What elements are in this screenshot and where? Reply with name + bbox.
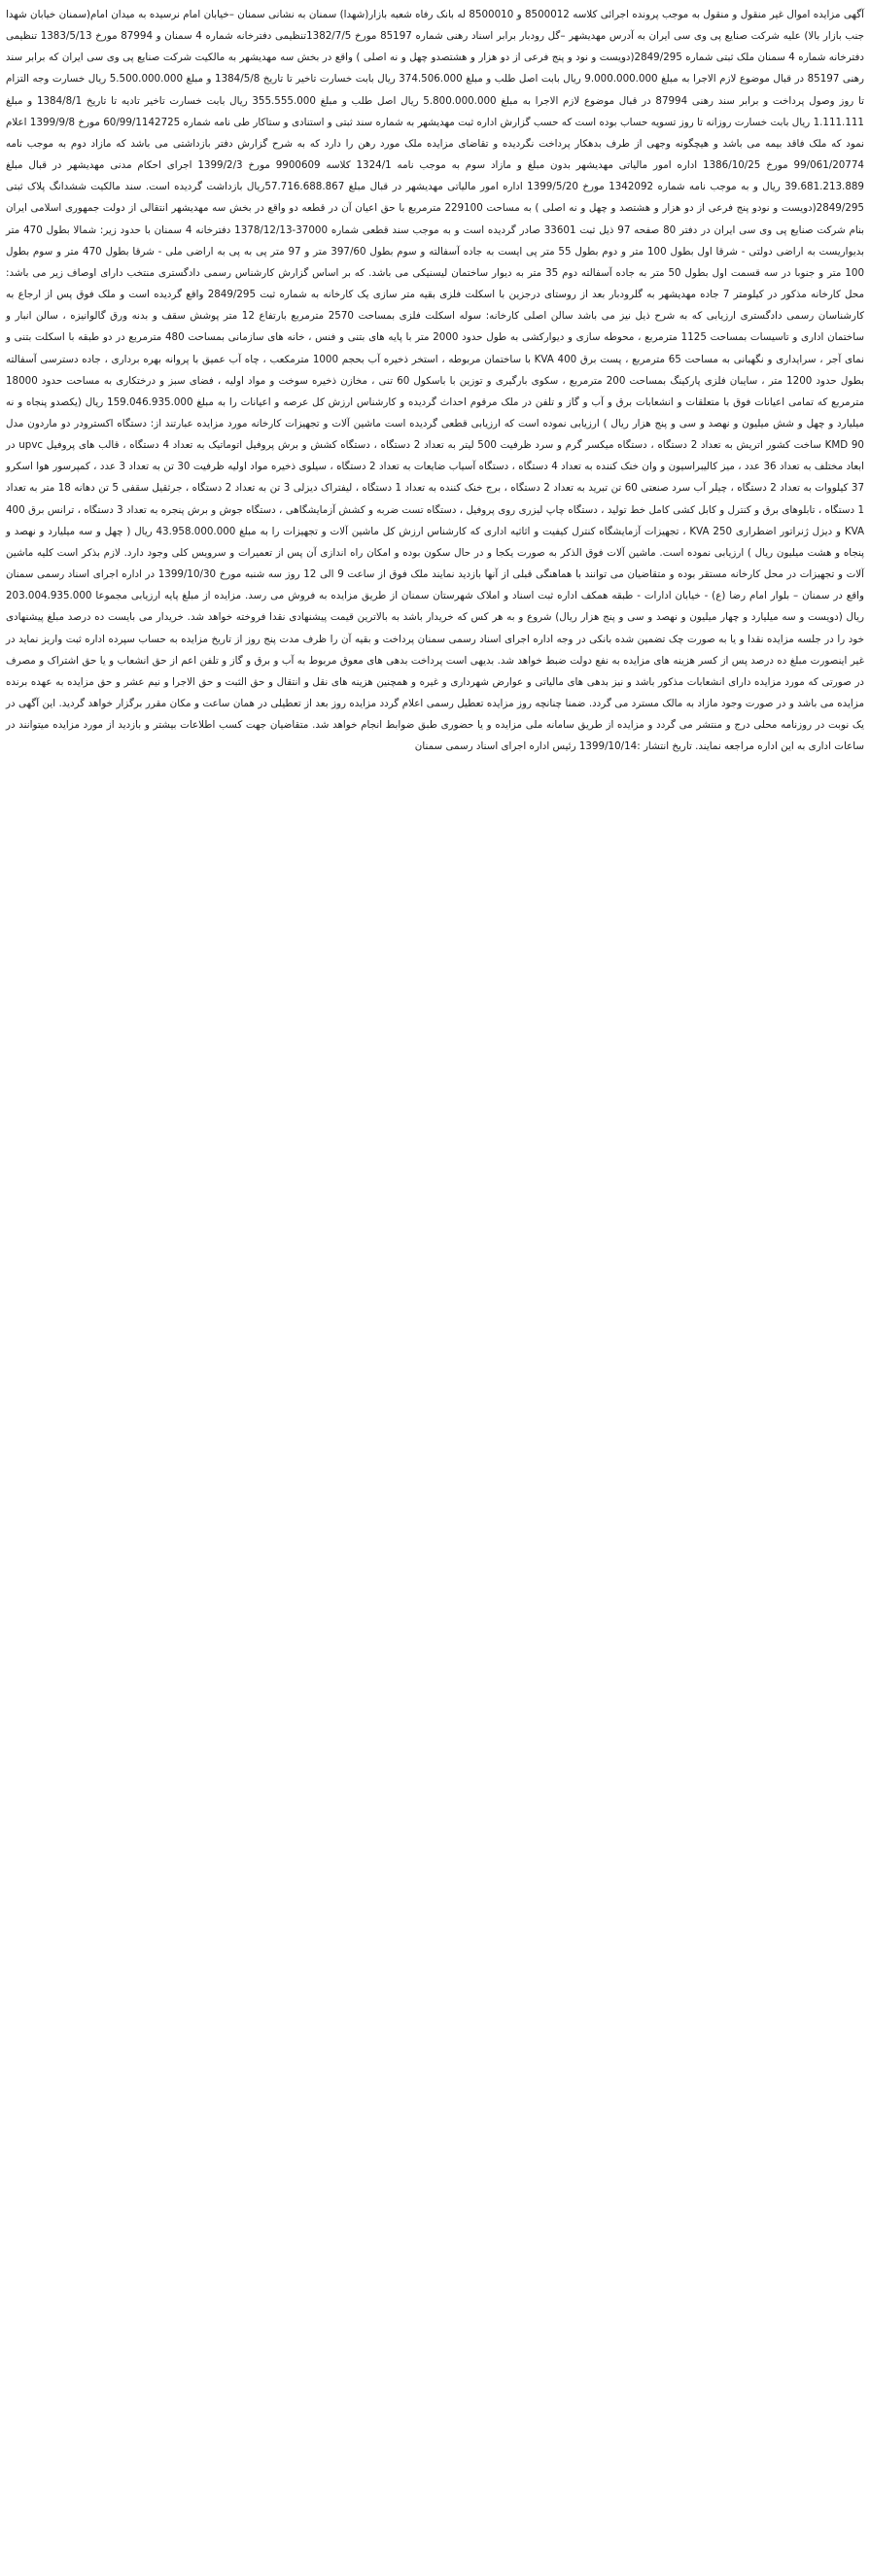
notice-paragraph: سالن اصلی کارخانه: سوله اسکلت فلزی بمساحت 2570 مترمربع بارتفاع 12 متر پوشش سقف و بدنه ورق گالوانیزه ، سالن انبار و ساختمان اداری و تاسیسات بمساحت 1125 مترمربع ، محوطه سازی و دیوارکشی به طول حدود 2000 متر با پایه های بتنی و فنس ، خانه های سازمانی بمساحت 480 مترمربع در دو طبقه با اسکلت بتنی و نمای آجر ، سرایداری و نگهبانی به مساحت 65 مترمربع ، پست برق 400 KVA با ساختمان مربوطه ، استخر ذخیره آب بحجم 1000 مترمکعب ، چاه آب عمیق با پروانه بهره برداری ، جاده دسترسی آسفالته بطول حدود 1200 متر ، سایبان فلزی پارکینگ بمساحت 200 مترمربع ، سکوی بارگیری و توزین با باسکول 60 تنی ، مخازن ذخیره سوخت و مواد اولیه ، فضای سبز و درختکاری به مساحت حدود 18000 مترمربع که تمامی اعیانات فوق با متعلقات و انشعابات برق و آب و گاز و تلفن در ملک مرقوم احداث گردیده و کارشناس ارزش کل عرصه و اعیانات را به مبلغ 159.046.935.000 ریال (یکصدو پنجاه و نه میلیارد و چهل و شش میلیون و نهصد و سی و پنج هزار ریال ) ارزیابی نموده است که ارزیابی قطعی گردیده است [6,310,864,429]
auction-notice-text [6,4,864,757]
notice-paragraph: ملک فوق از ساعت 9 الی 12 روز سه شنبه مورخ 1399/10/30 در اداره اجرای اسناد رسمی سمنان واقع در سمنان – بلوار امام رضا (ع) - خیابان ادارات - طبقه همکف اداره ثبت اسناد و املاک شهرستان سمنان از طریق مزایده به فروش می رسد. مزایده از مبلغ پایه ارزیابی مجموعا 203.004.935.000 ریال (دویست و سه میلیارد و چهار میلیون و نهصد و سی و پنج هزار ریال) شروع و به هر کس که خریدار باشد به بالاترین قیمت پیشنهادی نقدا فروخته خواهد شد. خریدار می بایست ده درصد مبلغ پیشنهادی خود را در جلسه مزایده نقدا و یا به صورت چک تضمین شده بانکی در وجه اداره اجرای اسناد رسمی سمنان پرداخت و بقیه آن را ظرف مدت پنج روز از تاریخ مزایده به حساب سپرده اداره ثبت واریز نماید در غیر اینصورت مبلغ ده درصد پس از کسر هزینه های مزایده به نفع دولت ضبط خواهد شد. بدیهی است پرداخت بدهی های معوق مربوط به آب و برق و گاز و تلفن اعم از حق انشعاب و یا حق اشتراک و مصرف در صورتی که مورد مزایده دارای انشعابات مذکور باشد و نیز بدهی های مالیاتی و عوارض شهرداری و غیره و همچنین هزینه های نقل و انتقال و حق الثبت و حق الاجرا و نیم عشر و حق مزایده به عهده برنده مزایده می باشد و در صورت وجود مازاد به مالک مسترد می گردد. ضمنا چنانچه روز مزایده تعطیل رسمی اعلام گردد مزایده روز بعد از تعطیلی در همان ساعت و مکان مقرر برگزار خواهد گردید. این آگهی در یک نوبت در روزنامه محلی درج و منتشر می گردد و مزایده از طریق سامانه ملی مزایده و یا حضوری طبق ضوابط انجام خواهد شد. متقاضیان جهت کسب اطلاعات بیشتر و بازدید از مورد مزایده میتوانند در ساعات اداری به این اداره مراجعه نمایند. تاریخ انتشار :1399/10/14 [6,568,864,753]
notice-signature: رئیس اداره اجرای اسناد رسمی سمنان [414,740,576,753]
notice-paragraph: ماشین آلات و تجهیزات کارخانه مورد مزایده عبارتند از: دستگاه اکسترودر دو ماردون مدل KMD 90 ساخت کشور اتریش به تعداد 2 دستگاه ، دستگاه میکسر گرم و سرد ظرفیت 500 لیتر به تعداد 2 دستگاه ، دستگاه کشش و برش پروفیل اتوماتیک به تعداد 4 دستگاه ، قالب های پروفیل upvc در ابعاد مختلف به تعداد 36 عدد ، میز کالیبراسیون و وان خنک کننده به تعداد 4 دستگاه ، دستگاه آسیاب ضایعات به تعداد 2 دستگاه ، سیلوی ذخیره مواد اولیه ظرفیت 30 تن به تعداد 3 عدد ، کمپرسور هوا اسکرو 37 کیلووات به تعداد 2 دستگاه ، چیلر آب سرد صنعتی 60 تن تبرید به تعداد 2 دستگاه ، برج خنک کننده به تعداد 1 دستگاه ، لیفتراک دیزلی 3 تن به تعداد 2 دستگاه ، جرثقیل سقفی 5 تن دهانه 18 متر به تعداد 1 دستگاه ، تابلوهای برق و کنترل و کابل کشی کامل خط تولید ، دستگاه چاپ لیزری روی پروفیل ، دستگاه تست ضربه و کشش آزمایشگاهی ، دستگاه جوش و برش پنجره به تعداد 3 دستگاه ، ترانس برق 400 KVA و دیزل ژنراتور اضطراری 250 KVA ، تجهیزات آزمایشگاه کنترل کیفیت و اثاثیه اداری که کارشناس ارزش کل ماشین آلات و تجهیزات را به مبلغ 43.958.000.000 ریال ( چهل و سه میلیارد و نهصد و پنجاه و هشت میلیون ریال ) ارزیابی نموده است. ماشین آلات فوق الذکر به صورت یکجا و در حال سکون بوده و امکان راه اندازی آن پس از تعمیرات و سرویس کلی وجود دارد. لازم بذکر است کلیه ماشین آلات و تجهیزات در محل کارخانه مستقر بوده و متقاضیان می توانند با هماهنگی قبلی از آنها بازدید نمایند [6,417,865,581]
notice-paragraph: آگهی مزایده اموال غیر منقول و منقول به موجب پرونده اجرائی کلاسه 8500012 و 8500010 له بانک رفاه شعبه بازار(شهدا) سمنان به نشانی سمنان –خیابان امام نرسیده به میدان امام(سمنان خیابان شهدا جنب بازار بالا) علیه شرکت صنایع پی وی سی ایران به آدرس مهدیشهر –گل رودبار برابر اسناد رهنی شماره 85197 مورخ 1382/7/5تنظیمی دفترخانه شماره 4 سمنان و 87994 مورخ 1383/5/13 تنظیمی دفترخانه شماره 4 سمنان ملک ثبتی شماره 2849/295(دویست و نود و پنج فرعی از دو هزار و هشتصدو چهل و نه اصلی ) واقع در بخش سه مهدیشهر به مالکیت شرکت صنایع پی وی سی ایران که برابر سند رهنی 85197 در قبال موضوع لازم الاجرا به مبلغ 9.000.000.000 ریال بابت اصل طلب و مبلغ 374.506.000 ریال بابت خسارت تاخیر تا تاریخ 1384/5/8 و مبلغ 5.500.000.000 ریال خسارت وجه التزام تا روز وصول پرداخت و برابر سند رهنی 87994 در قبال موضوع لازم الاجرا به مبلغ 5.800.000.000 ریال اصل طلب و مبلغ 355.555.000 ریال بابت خسارت تاخیر تادیه تا تاریخ 1384/8/1 و مبلغ 1.111.111 ریال بابت خسارت روزانه تا روز تسویه حساب بوده است که حسب گزارش اداره ثبت مهدیشهر به شماره سند ثبتی و استنادی و ستاکار طی نامه شماره 60/99/1142725 مورخ 1399/9/8 اعلام نمود که ملک فاقد بیمه می باشد و هیچگونه وجهی از طرف بدهکار پرداخت نگردیده و تقاضای مزایده ملک مورد رهن را دارد که به شرح گزارش دفتر بازداشتی می باشد که مازاد دوم به موجب نامه 99/061/20774 مورخ 1386/10/25 اداره امور مالیاتی مهدیشهر بدون مبلغ و مازاد سوم به موجب نامه 1324/1 کلاسه 9900609 مورخ 1399/2/3 اجرای احکام مدنی مهدیشهر در قبال مبلغ 39.681.213.889 ریال و به موجب نامه شماره 1342092 مورخ 1399/5/20 اداره امور مالیاتی مهدیشهر در قبال مبلغ 57.716.688.867ریال بازداشت گردیده است. سند مالکیت ششدانگ پلاک ثبتی 2849/295(دویست و نودو پنج فرعی از دو هزار و هشتصد و چهل و نه اصلی ) به مساحت 229100 مترمربع با حق اعیان آن در قطعه دو واقع در بخش سه مهدیشهر انتقالی از دولت جمهوری اسلامی ایران بنام شرکت صنایع پی وی سی ایران در دفتر 80 صفحه 97 ذیل ثبت 33601 صادر گردیده است و به موجب سند قطعی شماره 37000-1378/12/13 دفترخانه 4 سمنان با حدود زیر: شمالا بطول 470 متر بدیواریست به اراضی دولتی - شرقا اول بطول 100 متر و دوم بطول 55 متر پی ایست به جاده آسفالته و سوم بطول 397/60 متر و 97 متر پی به پی به اراضی ملی - شرقا بطول 470 متر و سوم بطول 100 متر و جنوبا در سه قسمت اول بطول 50 متر به جاده آسفالته دوم 35 متر به دیوار ساختمان لیسنیکی می باشد. که بر اساس گزارش کارشناس رسمی دادگستری منتخب دارای اوصاف زیر می باشد: محل کارخانه مذکور در کیلومتر 7 جاده مهدیشهر به گلرودبار بعد از روستای درجزین با اسکلت فلزی بقیه متر سازی یک کارخانه به شماره ثبت 2849/295 واقع گردیده است و ملک فوق پس از ارجاع به کارشناسان رسمی دادگستری ارزیابی که به شرح ذیل نیز می باشد [6,9,865,323]
